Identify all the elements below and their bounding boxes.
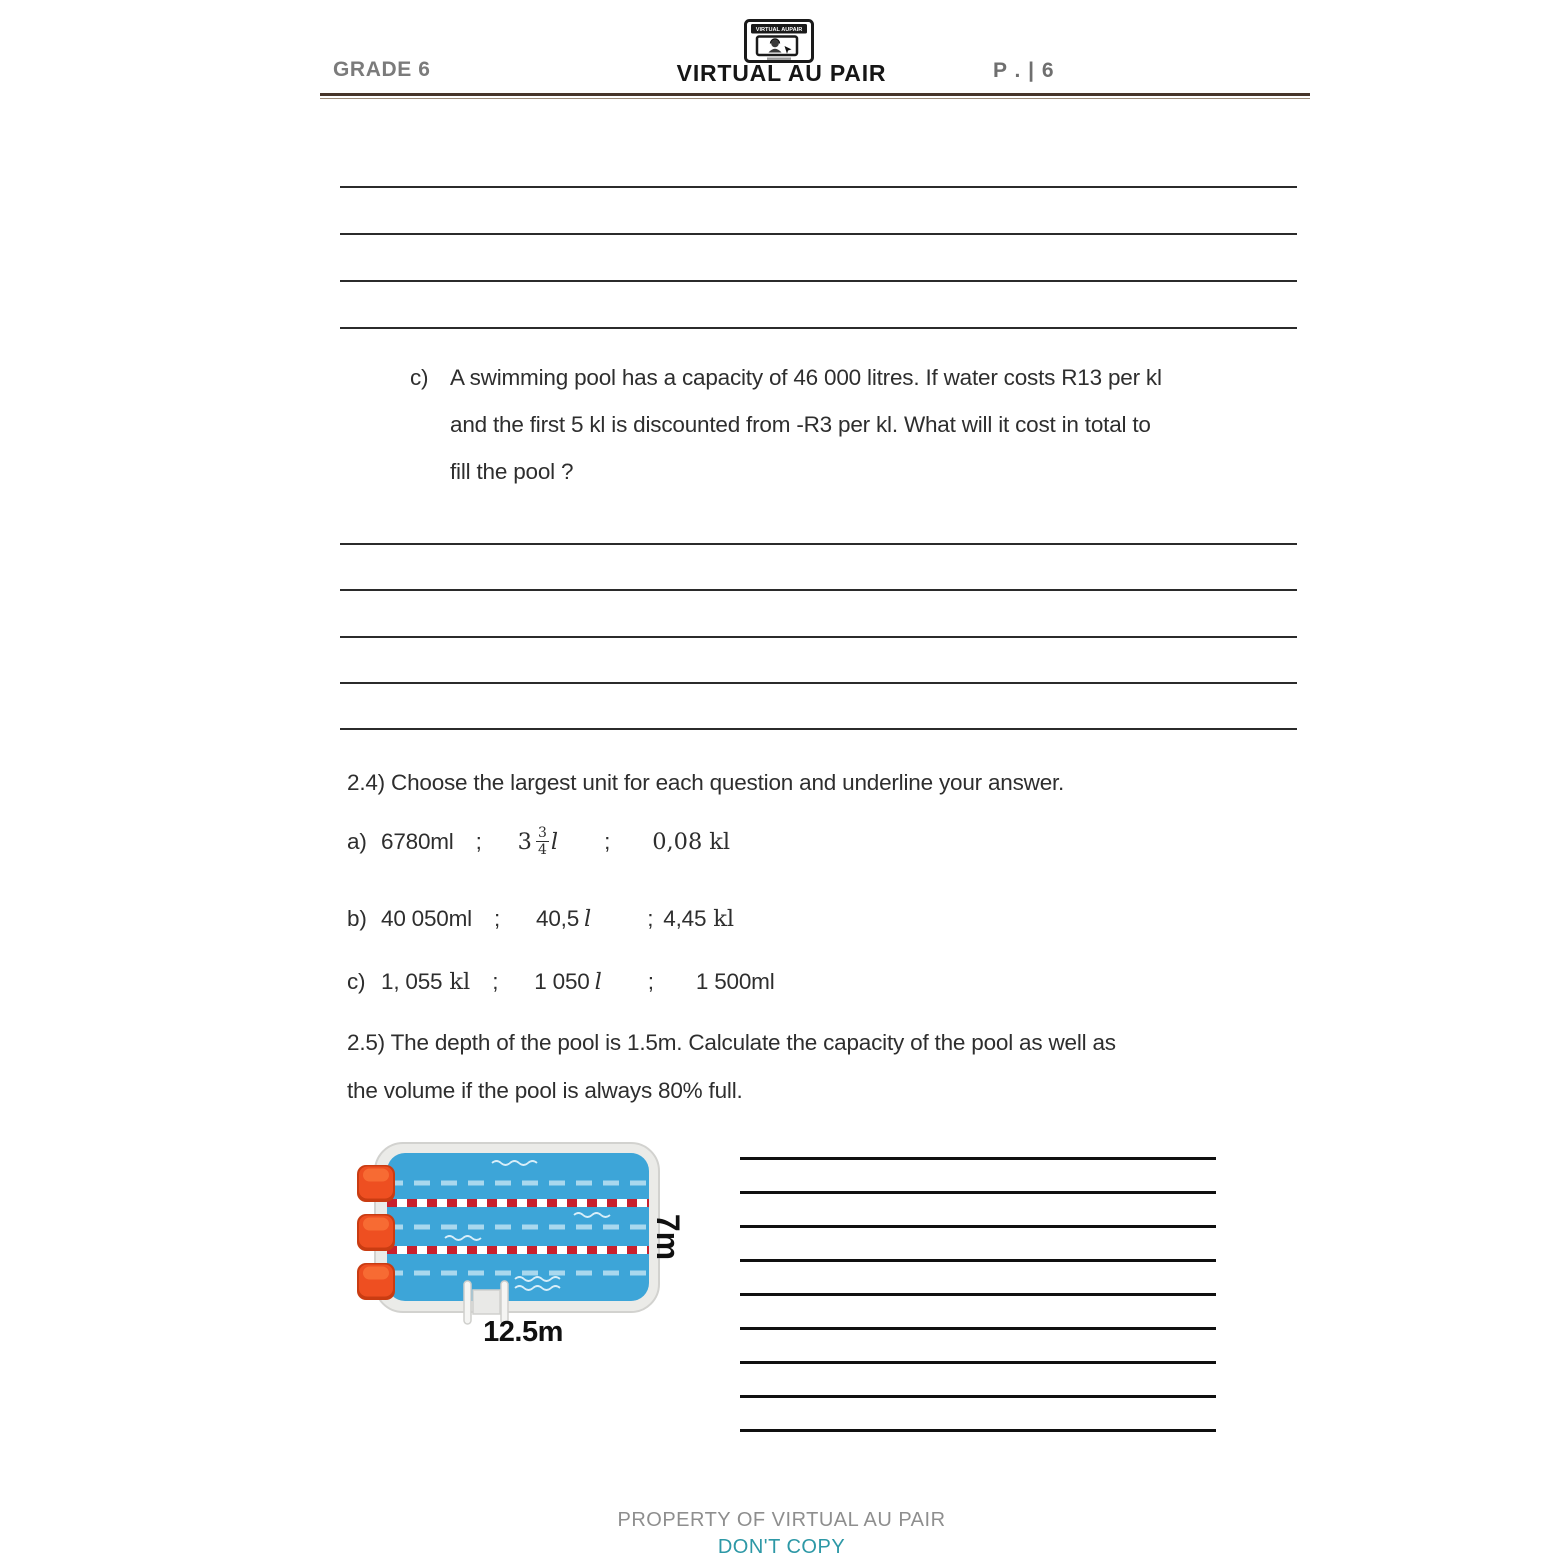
separator: ;: [604, 829, 611, 854]
footer-dont-copy-text: DON'T COPY: [717, 1536, 846, 1558]
row-c-option-1: [381, 969, 470, 995]
value: 0,08: [652, 829, 703, 855]
footer-property-text: PROPERTY OF VIRTUAL AU PAIR: [617, 1509, 946, 1531]
mixed-number-whole: 3: [517, 829, 532, 855]
answer-line: [340, 589, 1297, 591]
answer-line: [340, 682, 1297, 684]
answer-line: [740, 1293, 1216, 1296]
question-c-line1: A swimming pool has a capacity of 46 000 litres. If water costs R13 per kl: [450, 365, 1162, 390]
pool-figure: [352, 1140, 712, 1355]
starting-block-icon: [357, 1165, 395, 1202]
question-2-5-line2: the volume if the pool is always 80% full.: [347, 1078, 743, 1103]
row-c-option-3: 1 500ml: [695, 969, 775, 994]
fraction-denominator: 4: [538, 842, 547, 858]
separator: ;: [475, 829, 482, 854]
separator: ;: [647, 906, 654, 931]
question-c: [410, 362, 1310, 503]
row-b-option-1: 40 050ml: [381, 906, 472, 931]
pool-width-label: 12.5m: [483, 1316, 563, 1348]
fraction: [536, 826, 549, 858]
answer-line: [740, 1191, 1216, 1194]
question-2-4-prompt: 2.4) Choose the largest unit for each question and underline your answer.: [347, 770, 1065, 795]
fraction-numerator: 3: [538, 825, 547, 841]
answer-lines-middle: [340, 543, 1297, 774]
answer-lines-top: [340, 186, 1297, 374]
question-c-label: c): [410, 365, 429, 390]
row-a-label: a): [347, 829, 367, 854]
answer-line: [340, 327, 1297, 329]
answer-line: [740, 1395, 1216, 1398]
value: 1 050: [534, 969, 590, 994]
litre-unit: l: [594, 969, 602, 995]
row-b-label: b): [347, 906, 367, 931]
value: 40,5: [536, 906, 580, 931]
question-c-line2: and the first 5 kl is discounted from -R3 per kl. What will it cost in total to: [450, 412, 1151, 437]
question-2-4c-row: [347, 965, 775, 999]
value: 4,45: [663, 906, 707, 931]
answer-line: [340, 280, 1297, 282]
virtual-au-pair-logo-icon: [744, 19, 814, 63]
logo-banner-text: VIRTUAL AUPAIR: [755, 27, 803, 33]
starting-block-icon: [357, 1214, 395, 1251]
row-c-label: c): [347, 969, 366, 994]
answer-line: [740, 1259, 1216, 1262]
row-b-option-2: [536, 906, 591, 932]
row-a-option-1: 6780ml: [381, 829, 454, 854]
question-2-5-line1: 2.5) The depth of the pool is 1.5m. Calculate the capacity of the pool as well as: [347, 1030, 1116, 1055]
answer-line: [340, 186, 1297, 188]
row-a-option-2: [518, 826, 558, 858]
question-2-4b-row: [347, 902, 734, 936]
separator: ;: [647, 969, 654, 994]
answer-line: [740, 1225, 1216, 1228]
answer-line: [340, 636, 1297, 638]
value: 1, 055: [381, 969, 443, 994]
pool-depth-label: 7m: [650, 1213, 686, 1261]
answer-line: [340, 728, 1297, 730]
page-number: P . | 6: [993, 59, 1055, 82]
kilolitre-unit: kl: [709, 829, 731, 855]
header-divider: [320, 93, 1310, 99]
row-b-option-3: [663, 906, 734, 932]
answer-lines-right: [740, 1157, 1216, 1463]
grade-label: GRADE 6: [333, 58, 431, 81]
kilolitre-unit: kl: [449, 969, 471, 995]
answer-line: [340, 233, 1297, 235]
row-c-option-2: [534, 969, 602, 995]
question-c-line3: fill the pool ?: [450, 459, 574, 484]
separator: ;: [493, 906, 501, 931]
answer-line: [340, 543, 1297, 545]
litre-unit: l: [550, 829, 559, 855]
answer-line: [740, 1429, 1216, 1432]
answer-line: [740, 1157, 1216, 1160]
litre-unit: l: [584, 906, 592, 932]
separator: ;: [492, 969, 499, 994]
page-title: VIRTUAL AU PAIR: [676, 60, 887, 86]
kilolitre-unit: kl: [713, 906, 735, 932]
question-2-4a-row: [347, 812, 730, 872]
starting-block-icon: [357, 1263, 395, 1300]
answer-line: [740, 1327, 1216, 1330]
answer-line: [740, 1361, 1216, 1364]
row-a-option-3: [652, 829, 730, 855]
